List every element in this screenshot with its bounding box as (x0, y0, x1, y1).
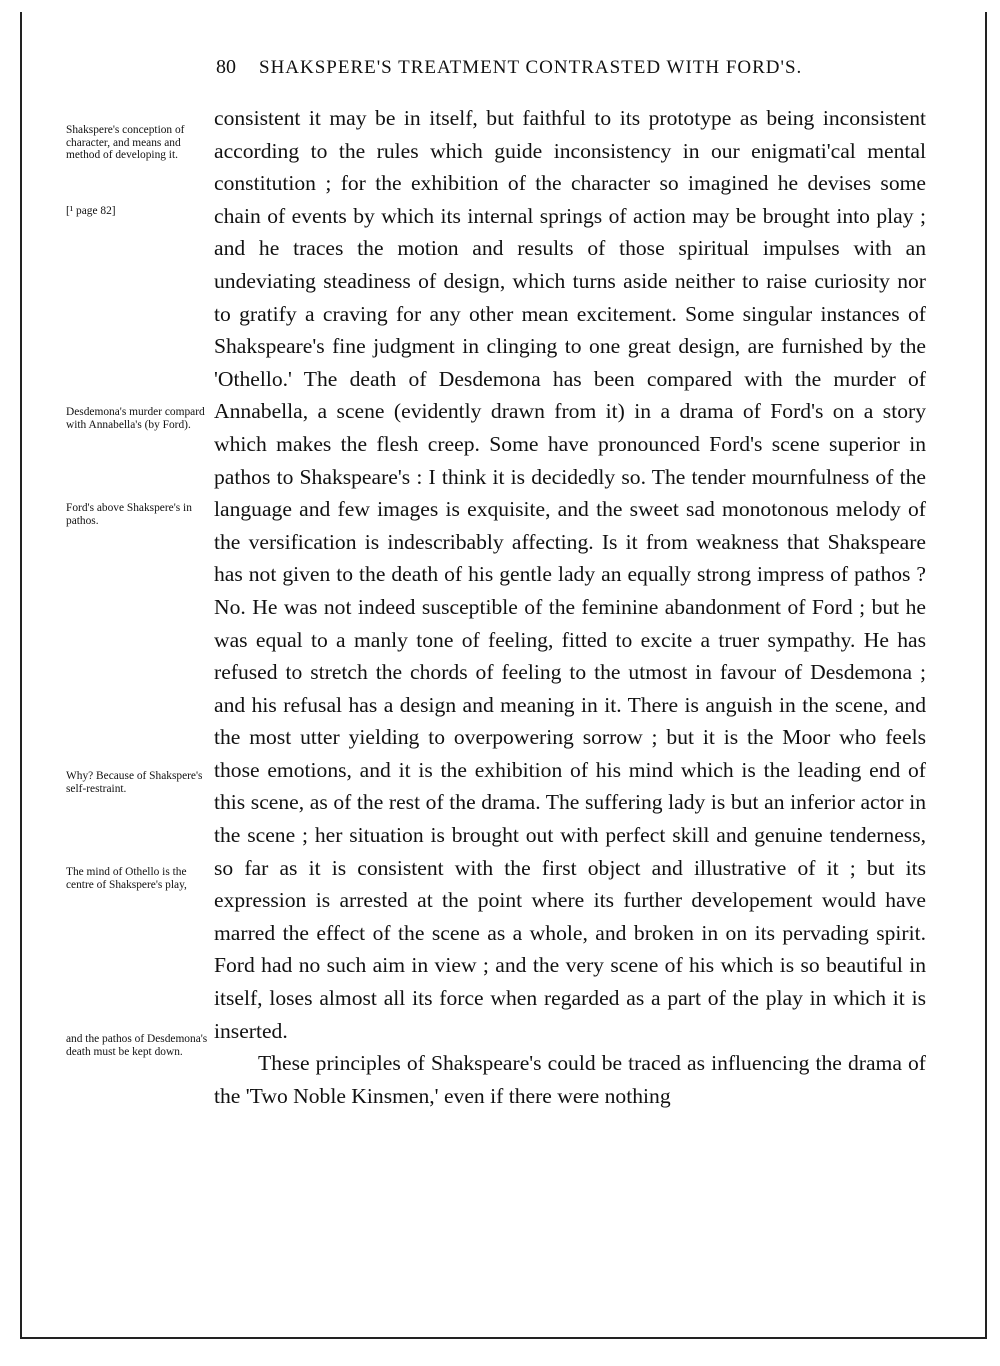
body-text (214, 102, 926, 1112)
running-title: SHAKSPERE'S TREATMENT CONTRASTED WITH FORD'S. (259, 57, 803, 78)
page-border-right (985, 12, 987, 1337)
sidenote-page-ref: [¹ page 82] (66, 205, 116, 217)
page-border-bottom (20, 1337, 987, 1339)
running-header (216, 56, 802, 79)
sidenote-othello-centre: The mind of Othello is the centre of Shakspere's play, (66, 866, 187, 891)
paragraph: These principles of Shakspeare's could be traced as influencing the drama of the 'Two Noble Kinsmen,' even if there were nothing (214, 1051, 926, 1108)
page-number: 80 (216, 56, 236, 78)
page-border-left (20, 12, 22, 1337)
sidenote-ford-pathos: Ford's above Shakspere's in pathos. (66, 502, 192, 527)
sidenote-pathos-kept-down: and the pathos of Desdemona's death must be kept down. (66, 1033, 208, 1058)
sidenote-self-restraint: Why? Because of Shakspere's self-restraint. (66, 770, 203, 795)
sidenote-desdemona-murder: Desdemona's murder compard with Annabella's (by Ford). (66, 406, 205, 431)
sidenote-conception: Shakspere's conception of character, and means and method of developing it. (66, 124, 185, 162)
paragraph: consistent it may be in itself, but faithful to its prototype as being inconsistent according to the rules which guide inconsistency in our enigmati'cal mental constitution ; for the exhibition of the character so imagined he devises some chain of events by which its internal springs of action may be brought into play ; and he traces the motion and results of those spiritual impulses with an undeviating steadiness of design, which turns aside neither to raise curiosity nor to gratify a craving for any other mean excitement. Some singular instances of Shakspeare's fine judgment in clinging to one great design, are furnished by the 'Othello.' The death of Desdemona has been compared with the murder of Annabella, a scene (evidently drawn from it) in a drama of Ford's on a story which makes the flesh creep. Some have pronounced Ford's scene superior in pathos to Shakspeare's : I think it is decidedly so. The tender mournfulness of the language and few images is exquisite, and the sweet sad monotonous melody of the versification is indescribably affecting. Is it from weakness that Shakspeare has not given to the death of his gentle lady an equally strong impress of pathos ? No. He was not indeed susceptible of the feminine abandonment of Ford ; but he was equal to a manly tone of feeling, fitted to excite a truer sympathy. He has refused to stretch the chords of feeling to the utmost in favour of Desdemona ; and his refusal has a design and meaning in it. There is anguish in the scene, and the most utter yielding to overpowering sorrow ; but it is the Moor who feels those emotions, and it is the exhibition of his mind which is the leading end of this scene, as of the rest of the drama. The suffering lady is but an inferior actor in the scene ; her situation is brought out with perfect skill and genuine tenderness, so far as it is consistent with the first object and illustrative of it ; but its expression is arrested at the point where its further developement would have marred the effect of the scene as a whole, and broken in on its pervading spirit. Ford had no such aim in view ; and the very scene of his which is so beautiful in itself, loses almost all its force when regarded as a part of the play in which it is inserted. (214, 106, 926, 1043)
